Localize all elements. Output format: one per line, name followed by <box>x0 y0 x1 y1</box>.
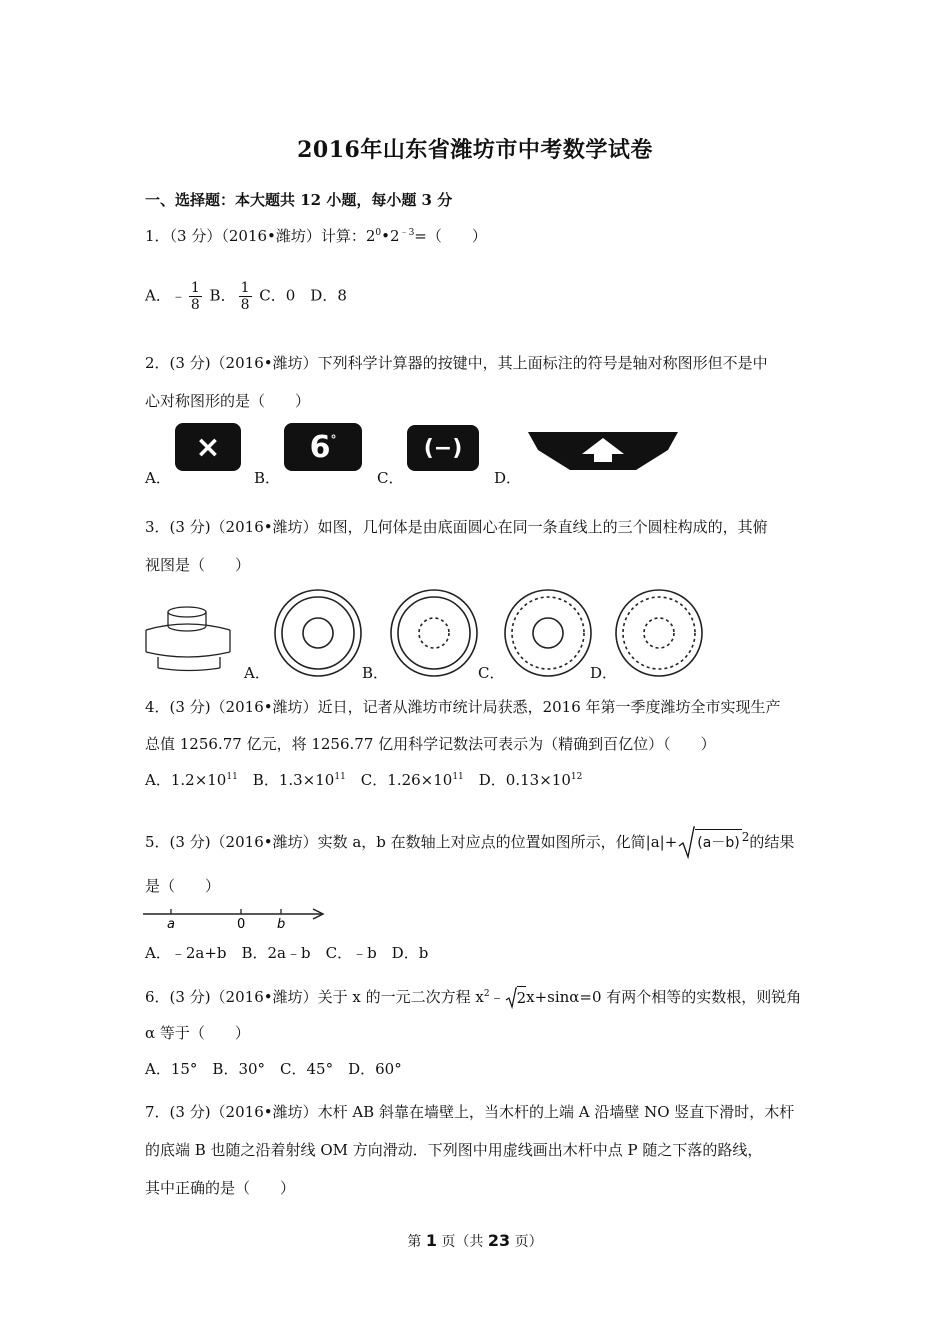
question-1-stem: 1．（3 分）（2016•潍坊）计算：$2^0•2^{﹣3}=$（ ） <box>145 227 487 245</box>
fraction-b: $\frac{1}{8}$ <box>240 280 250 313</box>
shift-arrow-key-icon <box>524 428 682 474</box>
q3-option-b-label: B． <box>362 664 389 682</box>
negative-key-icon: (−) <box>407 425 479 471</box>
q3-option-c-label: C． <box>478 664 505 682</box>
q2-option-c-label: C． <box>377 469 404 487</box>
question-6-line-2: α 等于（ ） <box>145 1024 250 1042</box>
fraction-a: $\frac{1}{8}$ <box>190 280 200 313</box>
axis-label-b: b <box>277 917 286 932</box>
q3-option-a-figure <box>273 588 363 678</box>
question-7-line-3: 其中正确的是（ ） <box>145 1179 296 1197</box>
question-4-options: A．$1.2\times 10^{11}$ B．$1.3\times 10^{11}$ C．$1.26\times 10^{11}$ D．$0.13\times 10^{12}$ <box>145 771 583 789</box>
square-root-icon <box>677 826 695 860</box>
q3-option-a-label: A． <box>244 664 270 682</box>
q3-option-c-figure <box>503 588 593 678</box>
page-footer: 第 1 页（共 23 页） <box>407 1231 543 1250</box>
question-3-line-1: 3．(3 分)（2016•潍坊）如图，几何体是由底面圆心在同一条直线上的三个圆柱构成的，其俯 <box>145 518 768 536</box>
six-key-icon: 6 ° <box>284 423 362 471</box>
question-4-line-2: 总值 1256.77 亿元，将 1256.77 亿用科学记数法可表示为（精确到百亿位）（ ） <box>145 735 716 753</box>
current-page-number: 1 <box>425 1231 437 1250</box>
question-1-options: A．﹣ $\frac{1}{8}$ B． $\frac{1}{8}$ C．0 D．8 <box>145 280 347 313</box>
question-3-line-2: 视图是（ ） <box>145 556 251 574</box>
section-heading: 一、选择题：本大题共 12 小题，每小题 3 分 <box>145 191 453 209</box>
axis-label-a: a <box>167 917 175 932</box>
page-title: 2016年山东省潍坊市中考数学试卷 <box>297 137 653 163</box>
question-6-line-1: 6．(3 分)（2016•潍坊）关于 x 的一元二次方程 $x^2﹣$ 2x+sinα=0 有两个相等的实数根，则锐角 <box>145 988 802 1007</box>
total-page-count: 23 <box>487 1231 511 1250</box>
question-2-line-2: 心对称图形的是（ ） <box>145 392 311 410</box>
q3-option-b-figure <box>389 588 479 678</box>
square-root-icon <box>505 987 517 1009</box>
question-4-line-1: 4．(3 分)（2016•潍坊）近日，记者从潍坊市统计局获悉，2016 年第一季度潍坊全市实现生产 <box>145 698 781 716</box>
question-5-line-1: 5．(3 分)（2016•潍坊）实数 a，b 在数轴上对应点的位置如图所示，化简|a|+ (a－b) $^2$的结果 <box>145 826 794 860</box>
question-7-line-1: 7．(3 分)（2016•潍坊）木杆 AB 斜靠在墙壁上，当木杆的上端 A 沿墙壁 NO 竖直下滑时，木杆 <box>145 1103 795 1121</box>
q2-option-b-label: B． <box>254 469 281 487</box>
axis-label-zero: 0 <box>237 917 246 932</box>
question-7-line-2: 的底端 B 也随之沿着射线 OM 方向滑动．下列图中用虚线画出木杆中点 P 随之下落的路线， <box>145 1141 763 1159</box>
q2-option-a-label: A． <box>145 469 171 487</box>
question-5-options: A．﹣2a+b B．2a﹣b C．﹣b D．b <box>145 944 429 962</box>
stacked-cylinders-figure <box>140 602 238 674</box>
number-line-figure <box>143 902 327 932</box>
q3-option-d-label: D． <box>590 664 618 682</box>
question-5-line-2: 是（ ） <box>145 877 221 895</box>
question-6-options: A．15° B．30° C．45° D．60° <box>145 1060 402 1078</box>
times-key-icon: × <box>175 423 241 471</box>
q3-option-d-figure <box>614 588 704 678</box>
question-2-line-1: 2．(3 分)（2016•潍坊）下列科学计算器的按键中，其上面标注的符号是轴对称图形但不是中 <box>145 354 768 372</box>
q2-option-d-label: D． <box>494 469 522 487</box>
